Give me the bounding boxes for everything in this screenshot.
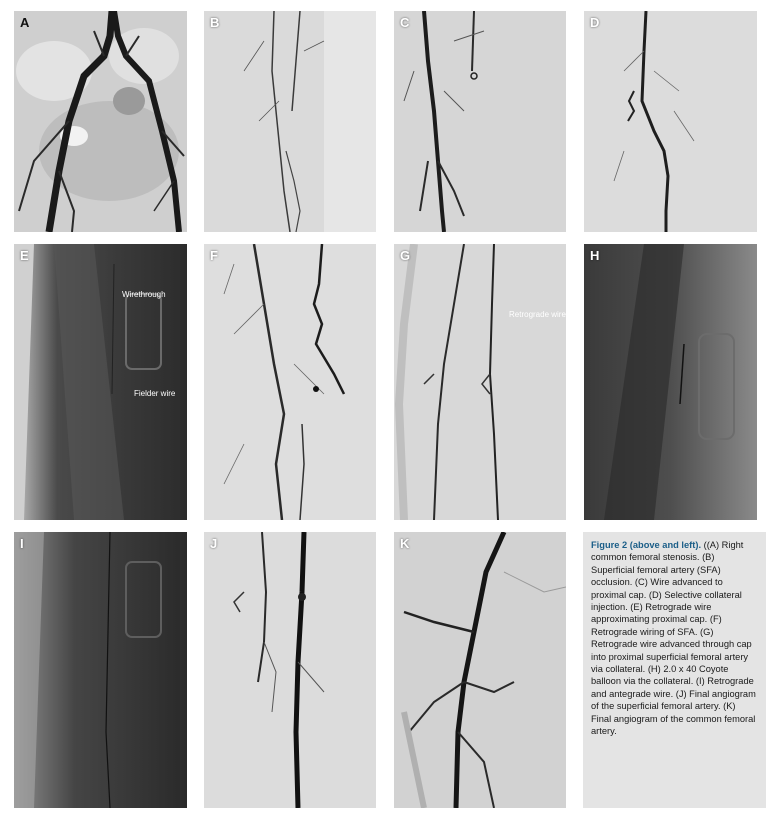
fluoroscopy-i-image	[14, 532, 187, 808]
figure-caption	[583, 532, 766, 808]
annotation-wirethrough: Wirethrough	[122, 290, 166, 299]
panel-a	[14, 11, 187, 232]
panel-h	[584, 244, 757, 520]
panel-label: D	[590, 15, 600, 30]
fluoroscopy-h-image	[584, 244, 757, 520]
angiogram-c-image	[394, 11, 566, 232]
panel-j	[204, 532, 376, 808]
panel-e	[14, 244, 187, 520]
panel-label: F	[210, 248, 218, 263]
angiogram-k-image	[394, 532, 566, 808]
angiogram-a-image	[14, 11, 187, 232]
angiogram-d-image	[584, 11, 757, 232]
panel-label: B	[210, 15, 220, 30]
panel-d	[584, 11, 757, 232]
fluoroscopy-e-image	[14, 244, 187, 520]
panel-g	[394, 244, 566, 520]
angiogram-f-image	[204, 244, 376, 520]
panel-c	[394, 11, 566, 232]
caption-title: Figure 2 (above and left).	[591, 540, 702, 550]
panel-label: I	[20, 536, 24, 551]
panel-label: J	[210, 536, 218, 551]
panel-label: G	[400, 248, 411, 263]
panel-i	[14, 532, 187, 808]
caption-body: ((A) Right common femoral stenosis. (B) Superficial femoral artery (SFA) occlusion. (C) Wire advanced to proximal cap. (D) Selective collateral injection. (E) Retrograde wire approximating proximal cap. (F) Retrograde wiring of SFA. (G) Retrograde wire advanced through cap into proximal superficial femoral artery via collateral. (H) 2.0 x 40 Coyote balloon via the collateral. (I) Retrograde and antegrade wire. (J) Final angiogram of the superficial femoral artery. (K) Final angiogram of the common femoral artery.	[591, 540, 756, 737]
angiogram-b-image	[204, 11, 376, 232]
panel-label: K	[400, 536, 410, 551]
annotation-fielder-wire: Fielder wire	[134, 389, 176, 398]
panel-f	[204, 244, 376, 520]
panel-label: C	[400, 15, 410, 30]
panel-label: A	[20, 15, 30, 30]
annotation-retrograde-wire: Retrograde wire	[509, 310, 566, 319]
panel-b	[204, 11, 376, 232]
angiogram-g-image	[394, 244, 566, 520]
panel-label: H	[590, 248, 600, 263]
panel-k	[394, 532, 566, 808]
panel-label: E	[20, 248, 29, 263]
angiogram-j-image	[204, 532, 376, 808]
